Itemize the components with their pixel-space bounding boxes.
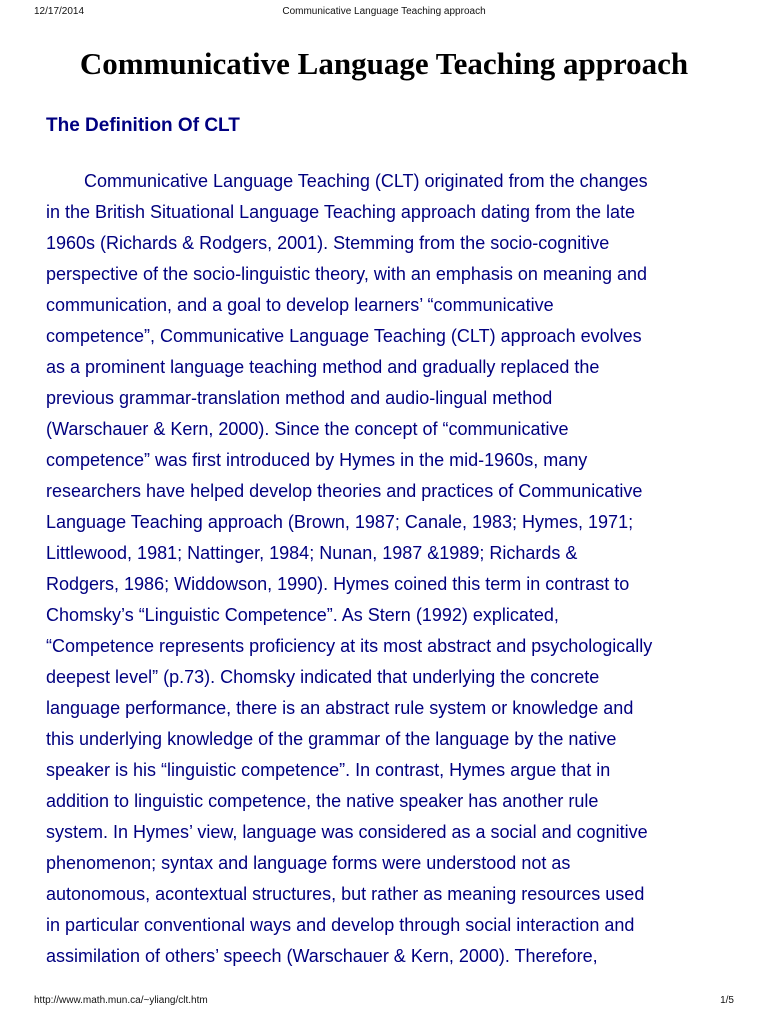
paragraph-line: in particular conventional ways and develop through social interaction and <box>46 915 635 935</box>
paragraph-line: Rodgers, 1986; Widdowson, 1990). Hymes coined this term in contrast to <box>46 574 630 594</box>
paragraph-line: in the British Situational Language Teaching approach dating from the late <box>46 202 636 222</box>
paragraph-line: autonomous, acontextual structures, but rather as meaning resources used <box>46 884 645 904</box>
paragraph-line: perspective of the socio-linguistic theory, with an emphasis on meaning and <box>46 264 647 284</box>
paragraph-line: speaker is his “linguistic competence”. In contrast, Hymes argue that in <box>46 760 611 780</box>
paragraph-line: competence” was first introduced by Hymes in the mid-1960s, many <box>46 450 588 470</box>
paragraph-line: communication, and a goal to develop learners’ “communicative <box>46 295 554 315</box>
print-header <box>34 6 734 20</box>
print-page-title: Communicative Language Teaching approach <box>282 6 486 17</box>
document-title: Communicative Language Teaching approach <box>79 46 689 81</box>
print-footer <box>34 995 734 1009</box>
section-heading: The Definition Of CLT <box>46 115 240 136</box>
paragraph-line: Littlewood, 1981; Nattinger, 1984; Nunan, 1987 &1989; Richards & <box>46 543 578 563</box>
paragraph-line: “Competence represents proficiency at its most abstract and psychologically <box>46 636 653 656</box>
paragraph-line: as a prominent language teaching method and gradually replaced the <box>46 357 600 377</box>
paragraph-line: addition to linguistic competence, the native speaker has another rule <box>46 791 599 811</box>
print-url: http://www.math.mun.ca/~yliang/clt.htm <box>34 995 208 1006</box>
paragraph-line: Language Teaching approach (Brown, 1987; Canale, 1983; Hymes, 1971; <box>46 512 634 532</box>
paragraph-line: Communicative Language Teaching (CLT) originated from the changes <box>84 171 648 191</box>
paragraph-line: phenomenon; syntax and language forms were understood not as <box>46 853 571 873</box>
paragraph-line: this underlying knowledge of the grammar of the language by the native <box>46 729 617 749</box>
paragraph-line: language performance, there is an abstract rule system or knowledge and <box>46 698 634 718</box>
paragraph-line: deepest level” (p.73). Chomsky indicated that underlying the concrete <box>46 667 600 687</box>
paragraph-line: competence”, Communicative Language Teaching (CLT) approach evolves <box>46 326 642 346</box>
paragraph-line: researchers have helped develop theories and practices of Communicative <box>46 481 643 501</box>
paragraph-line: 1960s (Richards & Rodgers, 2001). Stemming from the socio-cognitive <box>46 233 610 253</box>
paragraph-line: previous grammar-translation method and audio-lingual method <box>46 388 553 408</box>
paragraph-line: assimilation of others’ speech (Warschauer & Kern, 2000). Therefore, <box>46 946 598 966</box>
paragraph-line: system. In Hymes’ view, language was considered as a social and cognitive <box>46 822 648 842</box>
page-number: 1/5 <box>720 995 734 1006</box>
print-date: 12/17/2014 <box>34 6 85 17</box>
body-paragraph <box>46 166 726 972</box>
paragraph-line: (Warschauer & Kern, 2000). Since the concept of “communicative <box>46 419 569 439</box>
paragraph-line: Chomsky’s “Linguistic Competence”. As Stern (1992) explicated, <box>46 605 559 625</box>
